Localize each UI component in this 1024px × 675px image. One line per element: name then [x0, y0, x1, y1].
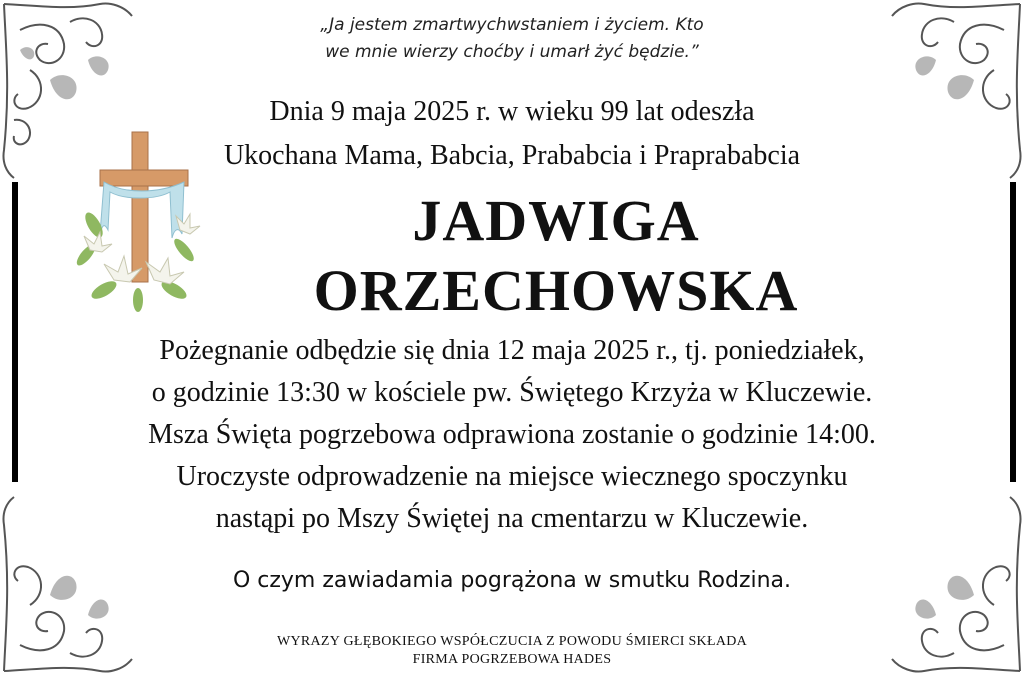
details-line: Pożegnanie odbędzie się dnia 12 maja 2025 r., tj. poniedziałek, — [159, 335, 865, 366]
quote-line: „Ja jestem zmartwychwstaniem i życiem. Kto — [320, 15, 704, 35]
footer-line: FIRMA POGRZEBOWA HADES — [412, 652, 612, 667]
funeral-details — [0, 330, 1024, 540]
footer-line: WYRAZY GŁĘBOKIEGO WSPÓŁCZUCIA Z POWODU ŚMIERCI SKŁADA — [276, 634, 748, 649]
intro-line: Dnia 9 maja 2025 r. w wieku 99 lat odeszła — [269, 96, 755, 127]
bible-quote — [0, 12, 1024, 66]
last-name: ORZECHOWSKA — [313, 258, 799, 323]
condolences-footer — [0, 633, 1024, 669]
details-line: o godzinie 13:30 w kościele pw. Świętego Krzyża w Kluczewie. — [151, 377, 873, 408]
details-line: nastąpi po Mszy Świętej na cmentarzu w Kluczewie. — [215, 503, 809, 534]
family-notice: O czym zawiadamia pogrążona w smutku Rodzina. — [232, 568, 792, 593]
intro-line: Ukochana Mama, Babcia, Prababcia i Praprababcia — [223, 140, 801, 171]
details-line: Uroczyste odprowadzenie na miejsce wiecznego spoczynku — [176, 461, 848, 492]
quote-line: we mnie wierzy choćby i umarł żyć będzie.” — [325, 42, 699, 62]
details-line: Msza Święta pogrzebowa odprawiona zostanie o godzinie 14:00. — [148, 419, 876, 450]
intro-text — [0, 90, 1024, 178]
deceased-name — [88, 186, 1024, 326]
first-name: JADWIGA — [412, 188, 700, 253]
